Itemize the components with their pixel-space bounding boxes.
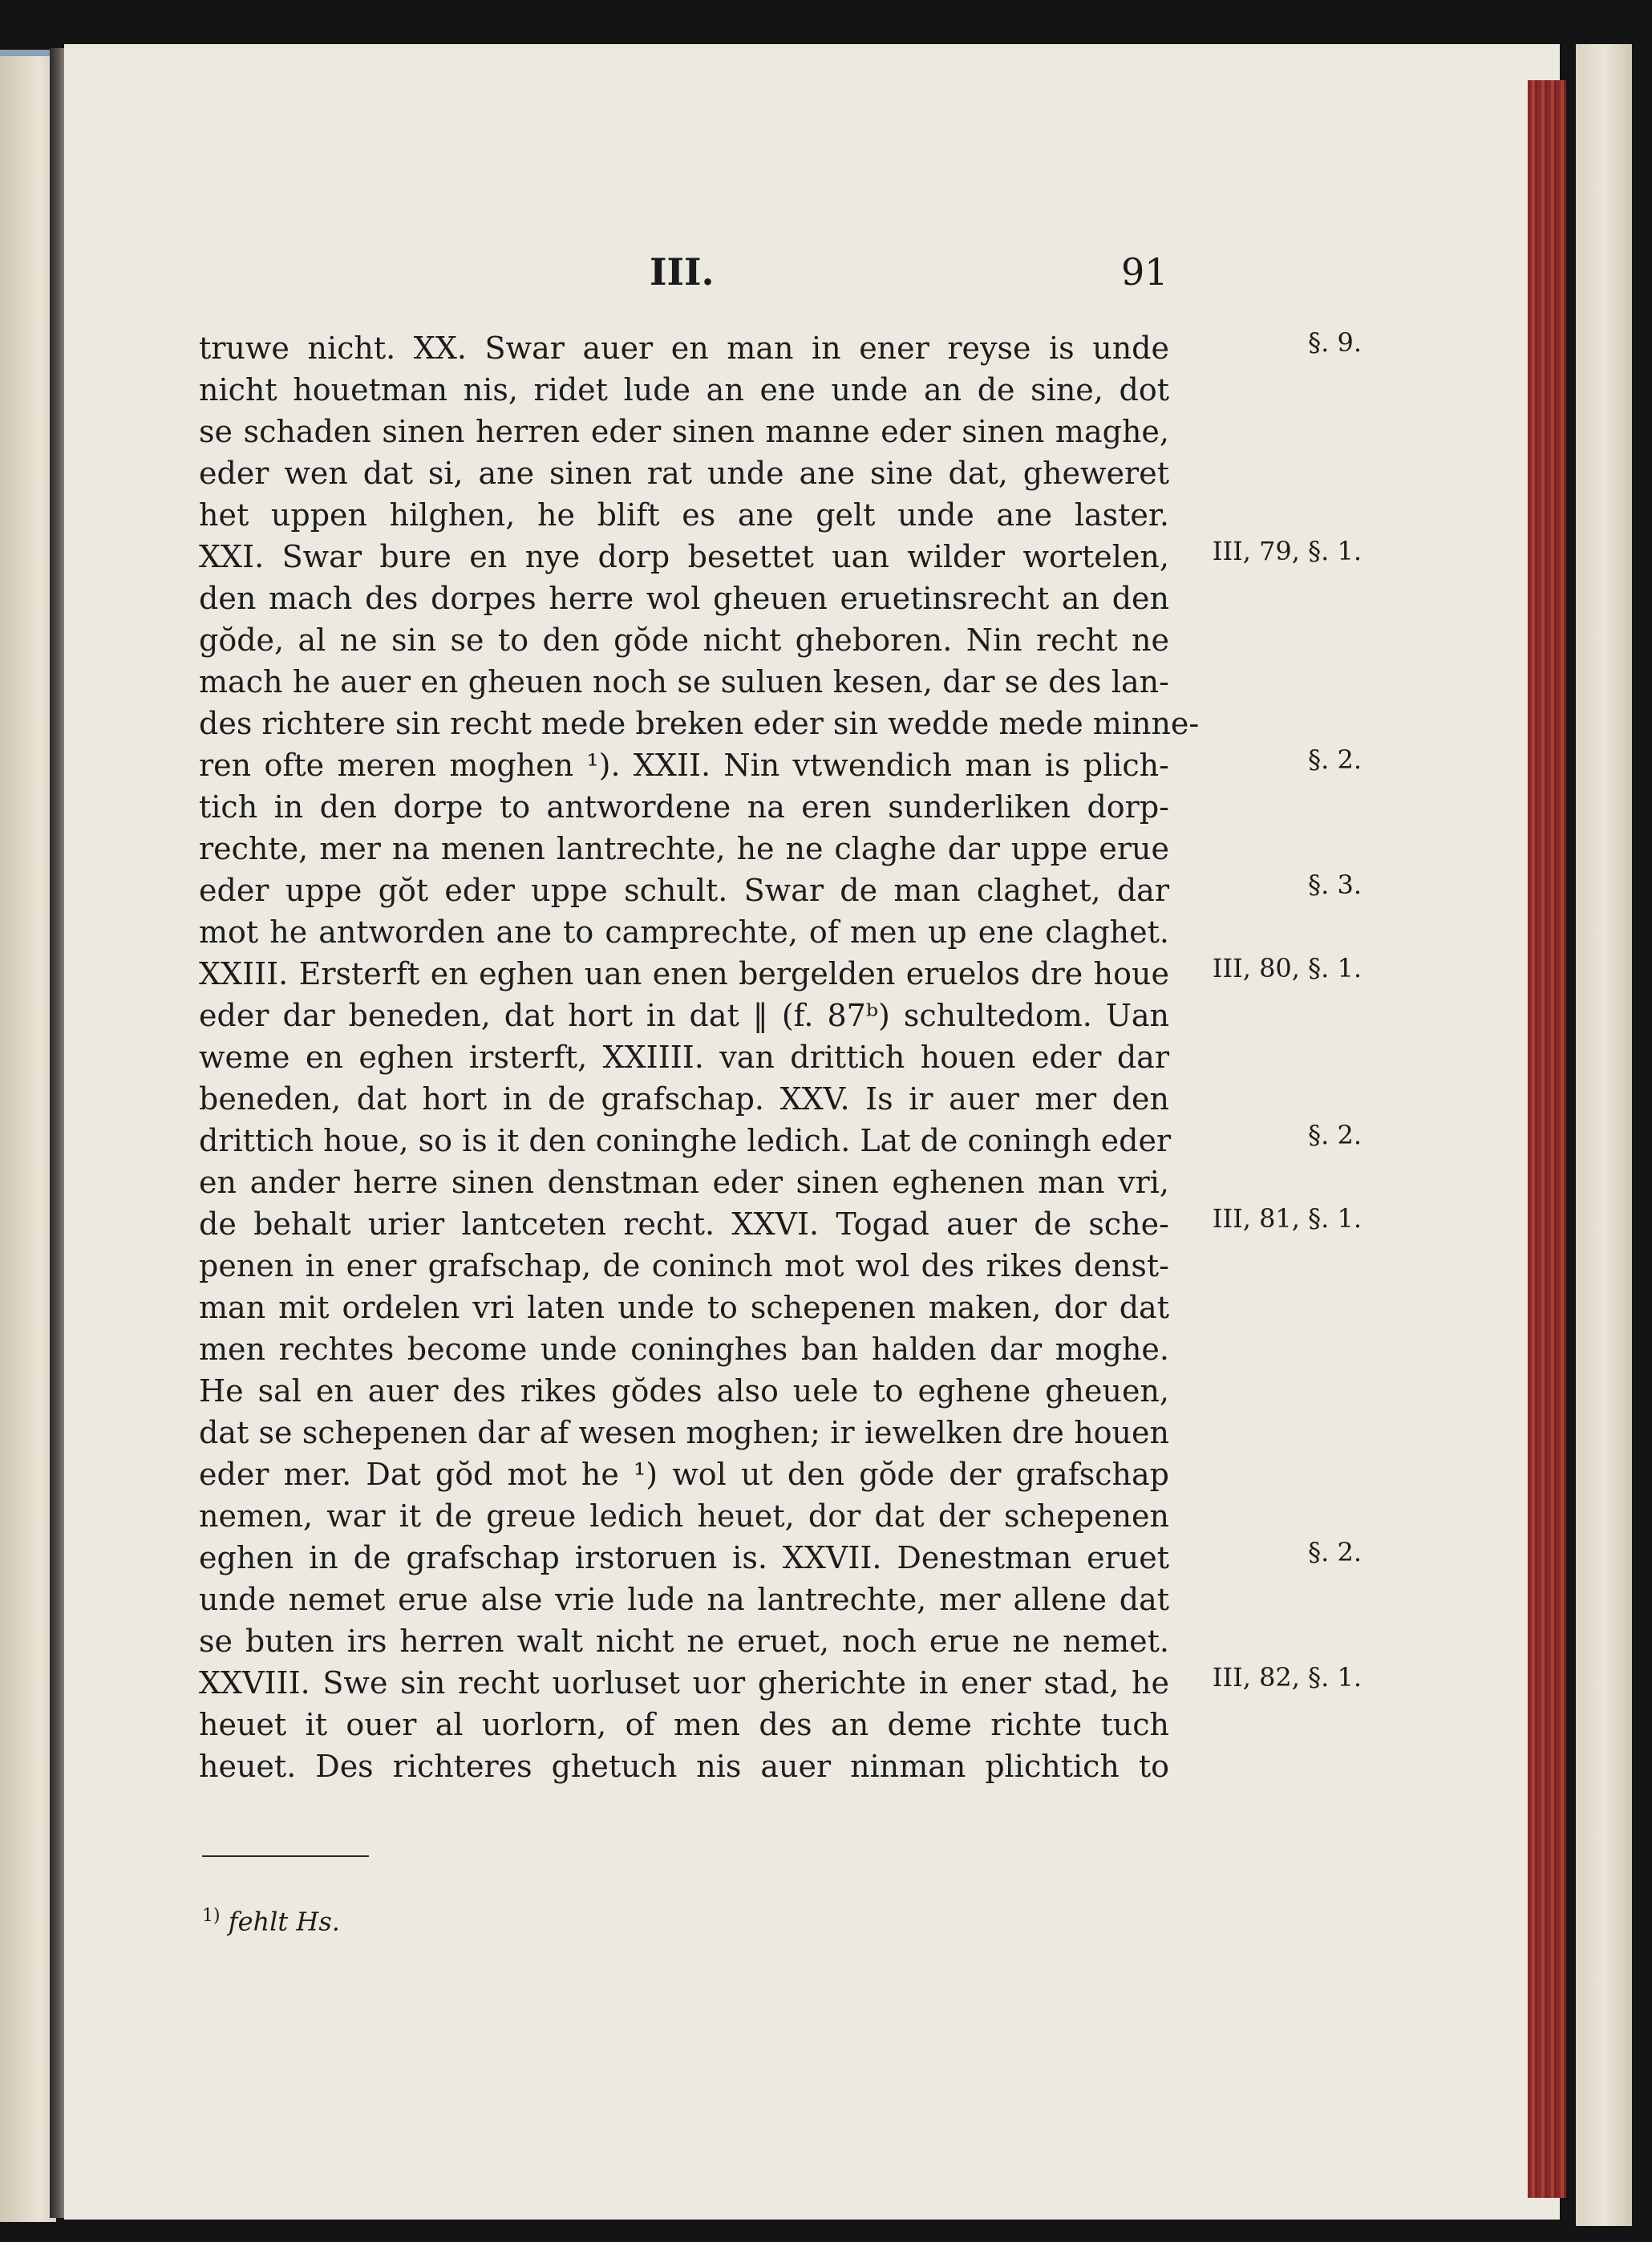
text-line: unde nemet erue alse vrie lude na lantrechte, mer allene dat xyxy=(199,1582,1169,1617)
text-line: drittich houe, so is it den coninghe ledich. Lat de coningh eder xyxy=(199,1123,1172,1158)
text-line: mach he auer en gheuen noch se suluen kesen, dar se des lan- xyxy=(199,664,1169,699)
footnote-rule xyxy=(202,1855,369,1857)
margin-reference: §. 3. xyxy=(1308,870,1362,900)
margin-reference: §. 2. xyxy=(1308,744,1362,775)
text-line: de behalt urier lantceten recht. XXVI. Togad auer de sche- xyxy=(199,1206,1169,1242)
text-line: gŏde, al ne sin se to den gŏde nicht gheboren. Nin recht ne xyxy=(199,622,1169,658)
body-text xyxy=(199,327,1200,1787)
text-line: nemen, war it de greue ledich heuet, dor dat der schepenen xyxy=(199,1498,1169,1534)
text-line: heuet. Des richteres ghetuch nis auer ninman plichtich to xyxy=(199,1749,1169,1784)
text-line: rechte, mer na menen lantrechte, he ne claghe dar uppe erue xyxy=(199,831,1169,866)
text-line: se schaden sinen herren eder sinen manne eder sinen maghe, xyxy=(199,414,1169,449)
margin-reference: §. 2. xyxy=(1308,1537,1362,1567)
text-line: XXVIII. Swe sin recht uorluset uor gherichte in ener stad, he xyxy=(199,1665,1169,1701)
margin-reference: §. 2. xyxy=(1308,1120,1362,1150)
footnote-text: fehlt Hs. xyxy=(228,1906,340,1937)
margin-reference: III, 80, §. 1. xyxy=(1212,953,1362,983)
text-line: den mach des dorpes herre wol gheuen eruetinsrecht an den xyxy=(199,581,1169,616)
facing-page-edge xyxy=(0,50,56,2222)
margin-reference: III, 82, §. 1. xyxy=(1212,1662,1362,1693)
text-line: man mit ordelen vri laten unde to schepenen maken, dor dat xyxy=(199,1290,1169,1325)
text-line: mot he antworden ane to camprechte, of men up ene claghet. xyxy=(199,914,1169,950)
text-line: eder dar beneden, dat hort in dat ‖ (f. 87ᵇ) schultedom. Uan xyxy=(199,998,1169,1033)
text-line: eghen in de grafschap irstoruen is. XXVII. Denestman eruet xyxy=(199,1540,1169,1575)
book-cover-edge xyxy=(1576,44,1632,2226)
text-line: des richtere sin recht mede breken eder sin wedde mede minne- xyxy=(199,706,1200,741)
margin-reference: §. 9. xyxy=(1308,327,1362,358)
text-line: en ander herre sinen denstman eder sinen eghenen man vri, xyxy=(199,1165,1169,1200)
text-line: XXI. Swar bure en nye dorp besettet uan wilder wortelen, xyxy=(199,539,1169,574)
text-line: He sal en auer des rikes gŏdes also uele to eghene gheuen, xyxy=(199,1373,1169,1409)
text-line: beneden, dat hort in de grafschap. XXV. Is ir auer mer den xyxy=(199,1081,1169,1117)
text-line: het uppen hilghen, he blift es ane gelt unde ane laster. xyxy=(199,497,1169,533)
red-page-edges xyxy=(1528,80,1566,2198)
text-line: nicht houetman nis, ridet lude an ene unde an de sine, dot xyxy=(199,372,1169,407)
text-line: eder mer. Dat gŏd mot he ¹) wol ut den gŏde der grafschap xyxy=(199,1457,1169,1492)
text-line: truwe nicht. XX. Swar auer en man in ener reyse is unde xyxy=(199,330,1169,366)
text-line: dat se schepenen dar af wesen moghen; ir iewelken dre houen xyxy=(199,1415,1169,1450)
text-line: eder wen dat si, ane sinen rat unde ane sine dat, gheweret xyxy=(199,456,1169,491)
text-line: XXIII. Ersterft en eghen uan enen bergelden eruelos dre houe xyxy=(199,956,1169,991)
margin-reference: III, 79, §. 1. xyxy=(1212,536,1362,566)
text-line: ren ofte meren moghen ¹). XXII. Nin vtwendich man is plich- xyxy=(199,748,1169,783)
text-line: tich in den dorpe to antwordene na eren sunderliken dorp- xyxy=(199,789,1169,825)
text-line: men rechtes become unde coninghes ban halden dar moghe. xyxy=(199,1332,1169,1367)
text-line: se buten irs herren walt nicht ne eruet, noch erue ne nemet. xyxy=(199,1624,1169,1659)
running-head-chapter: III. xyxy=(650,250,715,294)
footnote-marker: 1) xyxy=(202,1906,221,1926)
margin-reference: III, 81, §. 1. xyxy=(1212,1203,1362,1234)
text-line: eder uppe gŏt eder uppe schult. Swar de man claghet, dar xyxy=(199,873,1169,908)
text-line: penen in ener grafschap, de coninch mot wol des rikes denst- xyxy=(199,1248,1169,1283)
footnote xyxy=(202,1906,340,1937)
page-number: 91 xyxy=(1121,250,1168,294)
text-line: heuet it ouer al uorlorn, of men des an deme richte tuch xyxy=(199,1707,1169,1742)
text-line: weme en eghen irsterft, XXIIII. van drittich houen eder dar xyxy=(199,1040,1169,1075)
